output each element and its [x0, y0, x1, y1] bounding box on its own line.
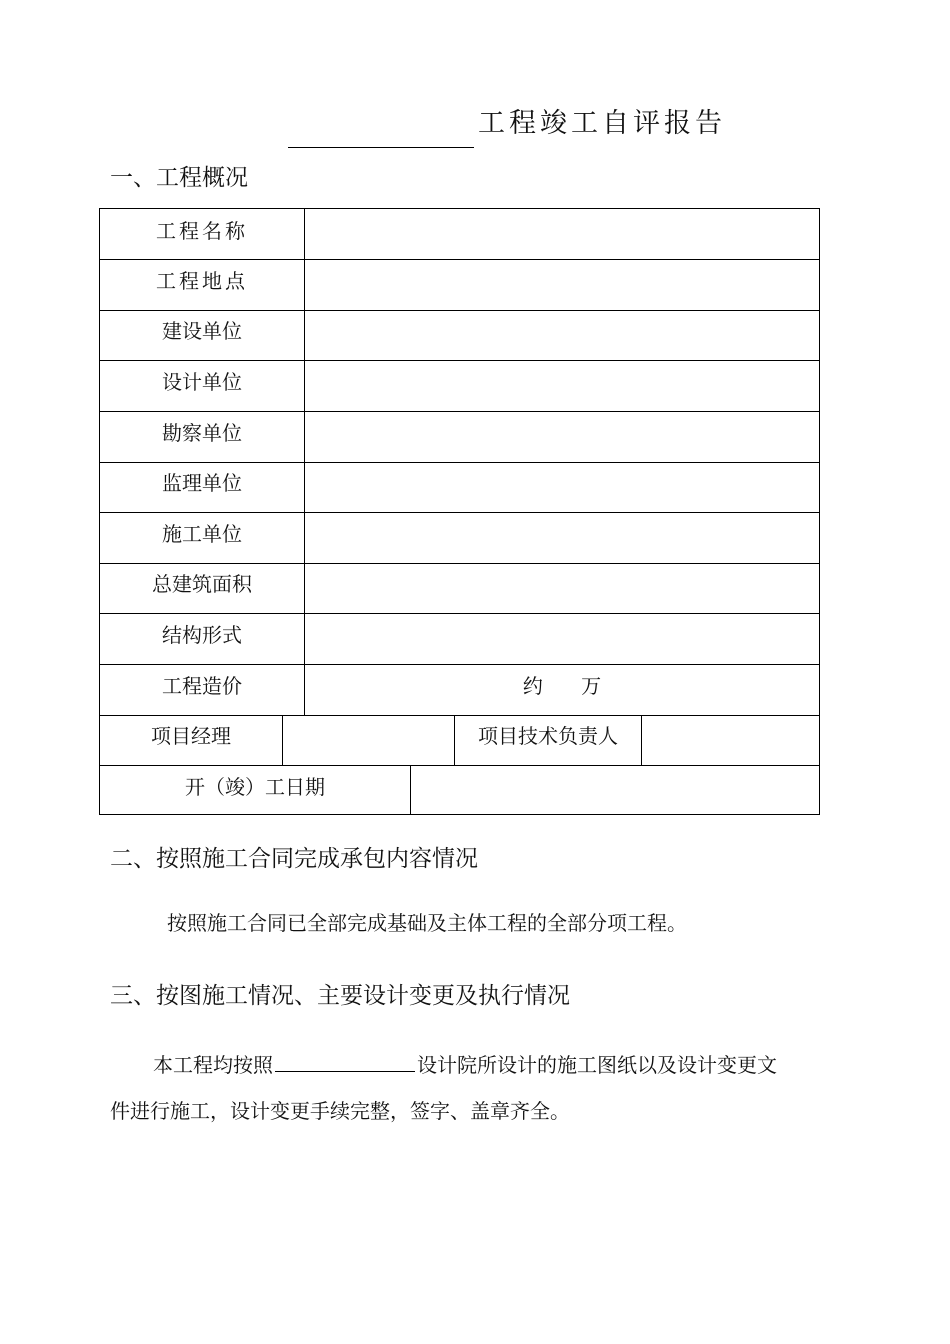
section-2-paragraph: 按照施工合同已全部完成基础及主体工程的全部分项工程。: [167, 911, 687, 935]
section-3-paragraph-line-1: [153, 1047, 777, 1079]
row-value-project-cost[interactable]: 约 万: [522, 674, 602, 698]
row-label-design-unit: 设计单位: [162, 370, 242, 394]
section-2-heading: 二、按照施工合同完成承包内容情况: [110, 846, 478, 872]
row-label-builder-unit: 施工单位: [162, 522, 242, 546]
row-label-structure-type: 结构形式: [162, 623, 242, 647]
start-completion-date-label: 开（竣）工日期: [185, 775, 325, 799]
row-label-project-location: 工程地点: [156, 269, 248, 293]
row-label-total-area: 总建筑面积: [152, 572, 252, 596]
title-project-name-blank[interactable]: [288, 147, 474, 148]
row-label-supervision-unit: 监理单位: [162, 471, 242, 495]
row-label-project-name: 工程名称: [156, 219, 248, 243]
document-title: 工程竣工自评报告: [478, 108, 726, 139]
section-3-paragraph-part-2: 设计院所设计的施工图纸以及设计变更文: [417, 1053, 777, 1077]
design-institute-blank[interactable]: [275, 1047, 415, 1072]
section-3-heading: 三、按图施工情况、主要设计变更及执行情况: [110, 983, 570, 1009]
section-1-heading: 一、工程概况: [110, 165, 248, 191]
section-3-paragraph-part-1: 本工程均按照: [153, 1053, 273, 1077]
tech-lead-label: 项目技术负责人: [478, 724, 618, 748]
row-label-construction-unit: 建设单位: [162, 319, 242, 343]
project-manager-label: 项目经理: [151, 724, 231, 748]
section-3-paragraph-line-2: 件进行施工，设计变更手续完整，签字、盖章齐全。: [110, 1099, 570, 1123]
row-label-survey-unit: 勘察单位: [162, 421, 242, 445]
row-label-project-cost: 工程造价: [162, 674, 242, 698]
project-overview-table: [99, 208, 820, 815]
